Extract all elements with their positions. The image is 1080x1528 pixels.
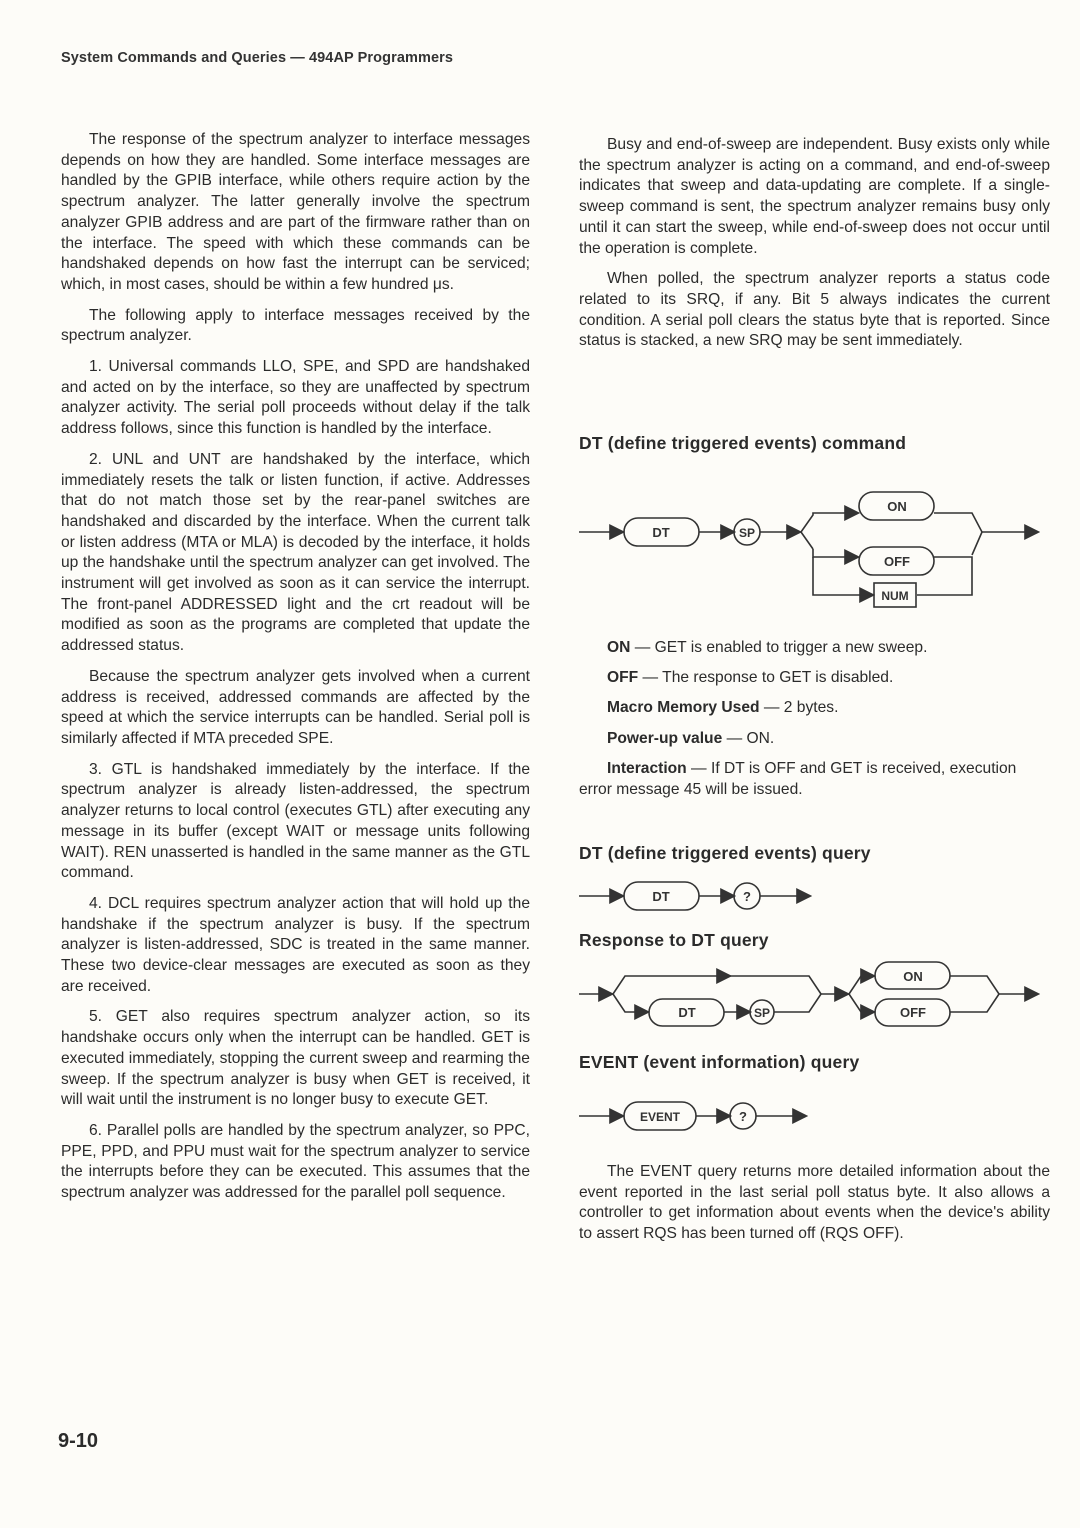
event-query-section [579, 1052, 1050, 1073]
paragraph: Busy and end-of-sweep are independent. Busy exists only while the spectrum analyzer is acting on a command, and end-of-sweep indicates that sweep and data-updating are complete. If a single-sweep command is sent, the spectrum analyzer remains busy only until it can start the sweep, while end-of-sweep does not occur until the operation is complete. [579, 136, 1050, 257]
left-column [61, 130, 530, 1214]
list-item: 6. Parallel polls are handled by the spectrum analyzer, so PPC, PPE, PPD, and PPU must wait for the spectrum analyzer to service the interrupts before they can be executed. This assumes that the spectrum analyzer was addressed for the parallel poll sequence. [61, 1121, 530, 1202]
list-item: 1. Universal commands LLO, SPE, and SPD are handshaked and acted on by the interface, so they are unaffected by spectrum analyzer activity. The serial poll proceeds without delay if the talk address follows, since this function is handled by the interface. [61, 358, 530, 438]
definition-interaction: Interaction — If DT is OFF and GET is received, execution error message 45 will be issued. [579, 759, 1017, 798]
definition-on: ON — GET is enabled to trigger a new sweep. [607, 639, 928, 656]
definition-power-up: Power-up value — ON. [607, 729, 775, 747]
dt-command-definitions [579, 638, 1050, 810]
list-item: 5. GET also requires spectrum analyzer action, so its handshake occurs only when the interrupt can be handled. GET is executed immediately, stopping the current sweep and rearming the sweep. If the spectrum analyzer is busy when GET is received, it will wait until the instrument is no longer busy to execute GET. [61, 1008, 530, 1109]
section-heading: DT (define triggered events) command [579, 433, 907, 453]
dt-response-syntax-diagram [577, 958, 1047, 1033]
list-item: 2. UNL and UNT are handshaked by the interface, which immediately resets the talk or listen function, if active. Addresses that do not match those set by the rear-panel switches are handshaked and discarded by the interface. When the current talk or listen address (MTA or MLA) is decoded by the interface, it holds up the handshake until the spectrum analyzer can get involved. The instrument will get involved as soon as it can service the interrupt. The front-panel ADDRESSED light and the crt readout will be modified as soon as the programs are completed that update the addressed status. [61, 450, 530, 655]
svg-text:SP: SP [753, 1006, 771, 1020]
dt-query-syntax-diagram [577, 878, 827, 914]
list-item: 4. DCL requires spectrum analyzer action that will hold up the handshake if the spectrum analyzer is busy. If the spectrum analyzer is listen-addressed, SDC is treated in the same manner. These two device-clear messages are executed as soon as they are received. [61, 894, 530, 995]
event-query-syntax-diagram [577, 1098, 827, 1134]
dt-query-section [579, 843, 1050, 864]
svg-text:OFF: OFF [884, 554, 910, 569]
svg-text:SP: SP [738, 526, 756, 540]
section-heading: Response to DT query [579, 930, 769, 950]
svg-text:ON: ON [887, 499, 907, 514]
paragraph: The EVENT query returns more detailed information about the event reported in the last serial poll status byte. It also allows a controller to get information about events when the device's ability to assert RQS has been turned off (RQS OFF). [579, 1163, 1050, 1243]
event-query-description [579, 1162, 1050, 1255]
paragraph: When polled, the spectrum analyzer reports a status code related to its SRQ, if any. Bit 5 always indicates the current condition. A serial poll clears the status byte that is reported. Since status is stacked, a new SRQ may be sent immediately. [579, 270, 1050, 350]
page-number: 9-10 [58, 1430, 99, 1452]
dt-command-section [579, 433, 1050, 454]
svg-text:DT: DT [652, 889, 670, 904]
svg-text:OFF: OFF [900, 1005, 926, 1020]
dt-command-syntax-diagram [577, 485, 1047, 615]
definition-off: OFF — The response to GET is disabled. [607, 669, 894, 687]
list-item: 3. GTL is handshaked immediately by the interface. If the spectrum analyzer is already listen-addressed, the spectrum analyzer returns to local control (executes GTL) after executing any message in its buffer (except WAIT or message units following WAIT). REN unasserted is handled in the same manner as the GTL command. [61, 760, 530, 882]
definition-macro-memory: Macro Memory Used — 2 bytes. [607, 699, 839, 717]
svg-text:DT: DT [652, 525, 670, 540]
running-header: System Commands and Queries — 494AP Programmers [61, 50, 454, 66]
dt-response-section [579, 930, 1050, 951]
section-heading: DT (define triggered events) query [579, 843, 871, 863]
svg-text:DT: DT [678, 1005, 696, 1020]
right-column-intro [579, 135, 1050, 362]
svg-text:?: ? [743, 889, 751, 904]
svg-text:ON: ON [903, 969, 923, 984]
svg-text:EVENT: EVENT [639, 1110, 681, 1124]
svg-text:NUM: NUM [881, 589, 909, 603]
paragraph: Because the spectrum analyzer gets involved when a current address is received, addressed commands are affected by the speed at which the service interrupts can be handled. Serial poll is similarly affected if MTA preceded SPE. [61, 667, 530, 747]
section-heading: EVENT (event information) query [579, 1052, 860, 1072]
paragraph: The response of the spectrum analyzer to interface messages depends on how they are handled. Some interface messages are handled by the GPIB interface, while others require action by the spectrum analyzer. The latter generally involve the spectrum analyzer GPIB address and are part of the firmware rather than on the interface. The speed with which these commands can be handshaked depends on how fast the interrupt can be serviced; which, in most cases, should be within a few hundred μs. [61, 131, 530, 293]
paragraph: The following apply to interface messages received by the spectrum analyzer. [61, 306, 530, 345]
svg-text:?: ? [739, 1109, 747, 1124]
